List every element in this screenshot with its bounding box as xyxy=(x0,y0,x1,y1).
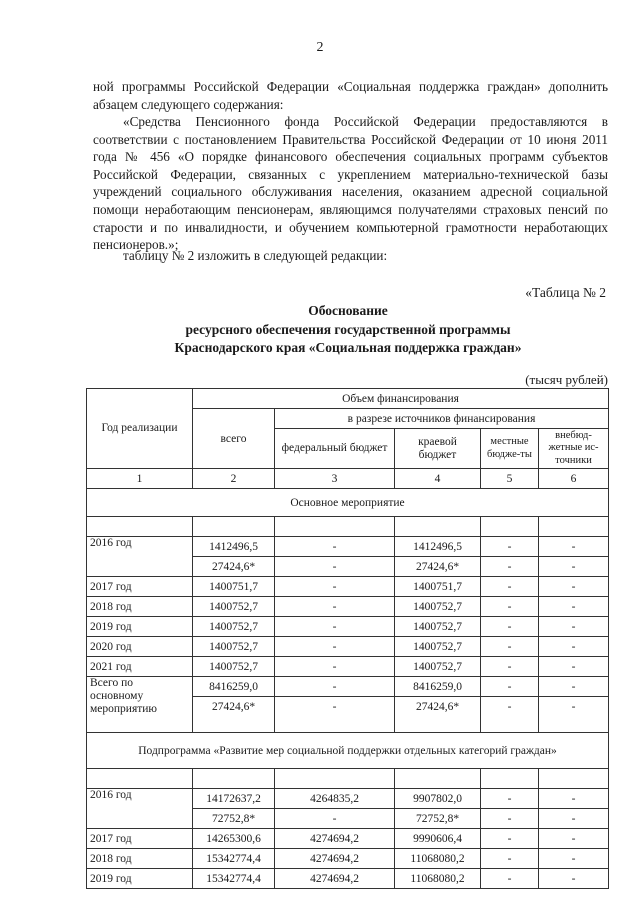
cell-total: 1400752,7 xyxy=(193,617,275,637)
cell-total: 1400752,7 xyxy=(193,637,275,657)
spacer-row xyxy=(87,769,609,789)
table-row xyxy=(87,829,609,849)
cell-local: - xyxy=(481,617,539,637)
cell-total: 1400751,7 xyxy=(193,577,275,597)
header-offbudget: внебюд-жетные ис-точники xyxy=(539,429,609,469)
cell-offbudget: - xyxy=(539,697,609,733)
section-title: Подпрограмма «Развитие мер социальной поддержки отдельных категорий граждан» xyxy=(87,733,609,769)
table-row xyxy=(87,869,609,889)
funding-table xyxy=(86,388,609,889)
section-row xyxy=(87,733,609,769)
cell-federal: - xyxy=(275,809,395,829)
cell-local: - xyxy=(481,697,539,733)
cell-total: 1412496,5 xyxy=(193,537,275,557)
cell-local: - xyxy=(481,809,539,829)
row-year: 2019 год xyxy=(87,869,193,889)
cell-regional: 11068080,2 xyxy=(395,869,481,889)
cell-total: 15342774,4 xyxy=(193,869,275,889)
col-num: 6 xyxy=(539,469,609,489)
cell-regional: 27424,6* xyxy=(395,557,481,577)
col-num: 5 xyxy=(481,469,539,489)
row-year: 2017 год xyxy=(87,577,193,597)
cell-regional: 27424,6* xyxy=(395,697,481,733)
cell-regional: 1400752,7 xyxy=(395,657,481,677)
table-row xyxy=(87,537,609,557)
header-numbers xyxy=(87,469,609,489)
cell-offbudget: - xyxy=(539,829,609,849)
header-row-1 xyxy=(87,389,609,409)
cell-local: - xyxy=(481,789,539,809)
cell-offbudget: - xyxy=(539,637,609,657)
units-label: (тысяч рублей) xyxy=(525,372,608,387)
cell-offbudget: - xyxy=(539,537,609,557)
cell-total: 8416259,0 xyxy=(193,677,275,697)
cell-offbudget: - xyxy=(539,849,609,869)
cell-local: - xyxy=(481,657,539,677)
cell-federal: 4274694,2 xyxy=(275,829,395,849)
paragraph-quote: «Средства Пенсионного фонда Российской Федерации предоставляются в соответствии с постановлением Правительства Российской Федерации от 10 июня 2011 года № 456 «О порядке финансового обеспечения социальных программ субъектов Российской Федерации, связанных с укреплением материально-технической базы учреждений социального обслуживания населения, оказанием адресной социальной помощи неработающим пенсионерам, являющимся получателями страховых пенсий по старости и по инвалидности, и обучением компьютерной грамотности неработающих пенсионеров.»; xyxy=(93,114,608,253)
paragraph-instruction: таблицу № 2 изложить в следующей редакции: xyxy=(123,248,388,263)
header-federal: федеральный бюджет xyxy=(275,429,395,469)
cell-federal: - xyxy=(275,537,395,557)
cell-total: 14172637,2 xyxy=(193,789,275,809)
cell-federal: - xyxy=(275,697,395,733)
cell-federal: - xyxy=(275,637,395,657)
cell-federal: 4274694,2 xyxy=(275,869,395,889)
cell-regional: 72752,8* xyxy=(395,809,481,829)
row-year: 2018 год xyxy=(87,849,193,869)
table-row xyxy=(87,617,609,637)
title-line-3: Краснодарского края «Социальная поддержка граждан» xyxy=(174,340,522,355)
cell-regional: 11068080,2 xyxy=(395,849,481,869)
cell-regional: 1400752,7 xyxy=(395,617,481,637)
cell-regional: 1400751,7 xyxy=(395,577,481,597)
table-row xyxy=(87,657,609,677)
cell-federal: - xyxy=(275,677,395,697)
col-num: 2 xyxy=(193,469,275,489)
row-year: 2020 год xyxy=(87,637,193,657)
row-year: 2021 год xyxy=(87,657,193,677)
cell-total: 27424,6* xyxy=(193,697,275,733)
cell-local: - xyxy=(481,537,539,557)
cell-total: 1400752,7 xyxy=(193,597,275,617)
header-regional: краевой бюджет xyxy=(395,429,481,469)
table-row xyxy=(87,637,609,657)
row-year: 2017 год xyxy=(87,829,193,849)
cell-offbudget: - xyxy=(539,809,609,829)
cell-local: - xyxy=(481,637,539,657)
cell-federal: - xyxy=(275,617,395,637)
cell-federal: - xyxy=(275,557,395,577)
header-year: Год реализации xyxy=(87,389,193,469)
cell-regional: 8416259,0 xyxy=(395,677,481,697)
cell-local: - xyxy=(481,869,539,889)
cell-offbudget: - xyxy=(539,597,609,617)
col-num: 1 xyxy=(87,469,193,489)
header-volume: Объем финансирования xyxy=(193,389,609,409)
cell-total: 27424,6* xyxy=(193,557,275,577)
table-label: «Таблица № 2 xyxy=(525,285,606,300)
table-row xyxy=(87,577,609,597)
cell-offbudget: - xyxy=(539,869,609,889)
cell-federal: - xyxy=(275,577,395,597)
cell-offbudget: - xyxy=(539,789,609,809)
cell-local: - xyxy=(481,677,539,697)
cell-regional: 1400752,7 xyxy=(395,637,481,657)
cell-regional: 1412496,5 xyxy=(395,537,481,557)
col-num: 3 xyxy=(275,469,395,489)
page-number: 2 xyxy=(316,40,324,55)
cell-total: 1400752,7 xyxy=(193,657,275,677)
cell-offbudget: - xyxy=(539,677,609,697)
cell-offbudget: - xyxy=(539,617,609,637)
section-title: Основное мероприятие xyxy=(87,489,609,517)
table-row xyxy=(87,789,609,809)
row-year: 2016 год xyxy=(87,537,193,577)
cell-regional: 1400752,7 xyxy=(395,597,481,617)
cell-regional: 9990606,4 xyxy=(395,829,481,849)
cell-total: 15342774,4 xyxy=(193,849,275,869)
section-row xyxy=(87,489,609,517)
cell-federal: 4264835,2 xyxy=(275,789,395,809)
cell-regional: 9907802,0 xyxy=(395,789,481,809)
spacer-row xyxy=(87,517,609,537)
row-year: 2016 год xyxy=(87,789,193,829)
cell-offbudget: - xyxy=(539,657,609,677)
cell-local: - xyxy=(481,849,539,869)
total-label: Всего по основному мероприятию xyxy=(87,677,193,733)
title-line-1: Обоснование xyxy=(308,303,388,318)
cell-total: 72752,8* xyxy=(193,809,275,829)
table-title xyxy=(88,302,608,358)
cell-total: 14265300,6 xyxy=(193,829,275,849)
paragraph-intro: ной программы Российской Федерации «Социальная поддержка граждан» дополнить абзацем следующего содержания: xyxy=(93,79,608,112)
table-row xyxy=(87,849,609,869)
cell-federal: - xyxy=(275,657,395,677)
total-row xyxy=(87,677,609,697)
cell-local: - xyxy=(481,557,539,577)
title-line-2: ресурсного обеспечения государственной программы xyxy=(185,321,511,337)
header-local: местные бюдже-ты xyxy=(481,429,539,469)
cell-local: - xyxy=(481,577,539,597)
cell-offbudget: - xyxy=(539,557,609,577)
cell-local: - xyxy=(481,597,539,617)
row-year: 2018 год xyxy=(87,597,193,617)
cell-offbudget: - xyxy=(539,577,609,597)
table-row xyxy=(87,597,609,617)
header-total: всего xyxy=(193,409,275,469)
col-num: 4 xyxy=(395,469,481,489)
header-by-sources: в разрезе источников финансирования xyxy=(275,409,609,429)
cell-federal: - xyxy=(275,597,395,617)
cell-federal: 4274694,2 xyxy=(275,849,395,869)
row-year: 2019 год xyxy=(87,617,193,637)
cell-local: - xyxy=(481,829,539,849)
